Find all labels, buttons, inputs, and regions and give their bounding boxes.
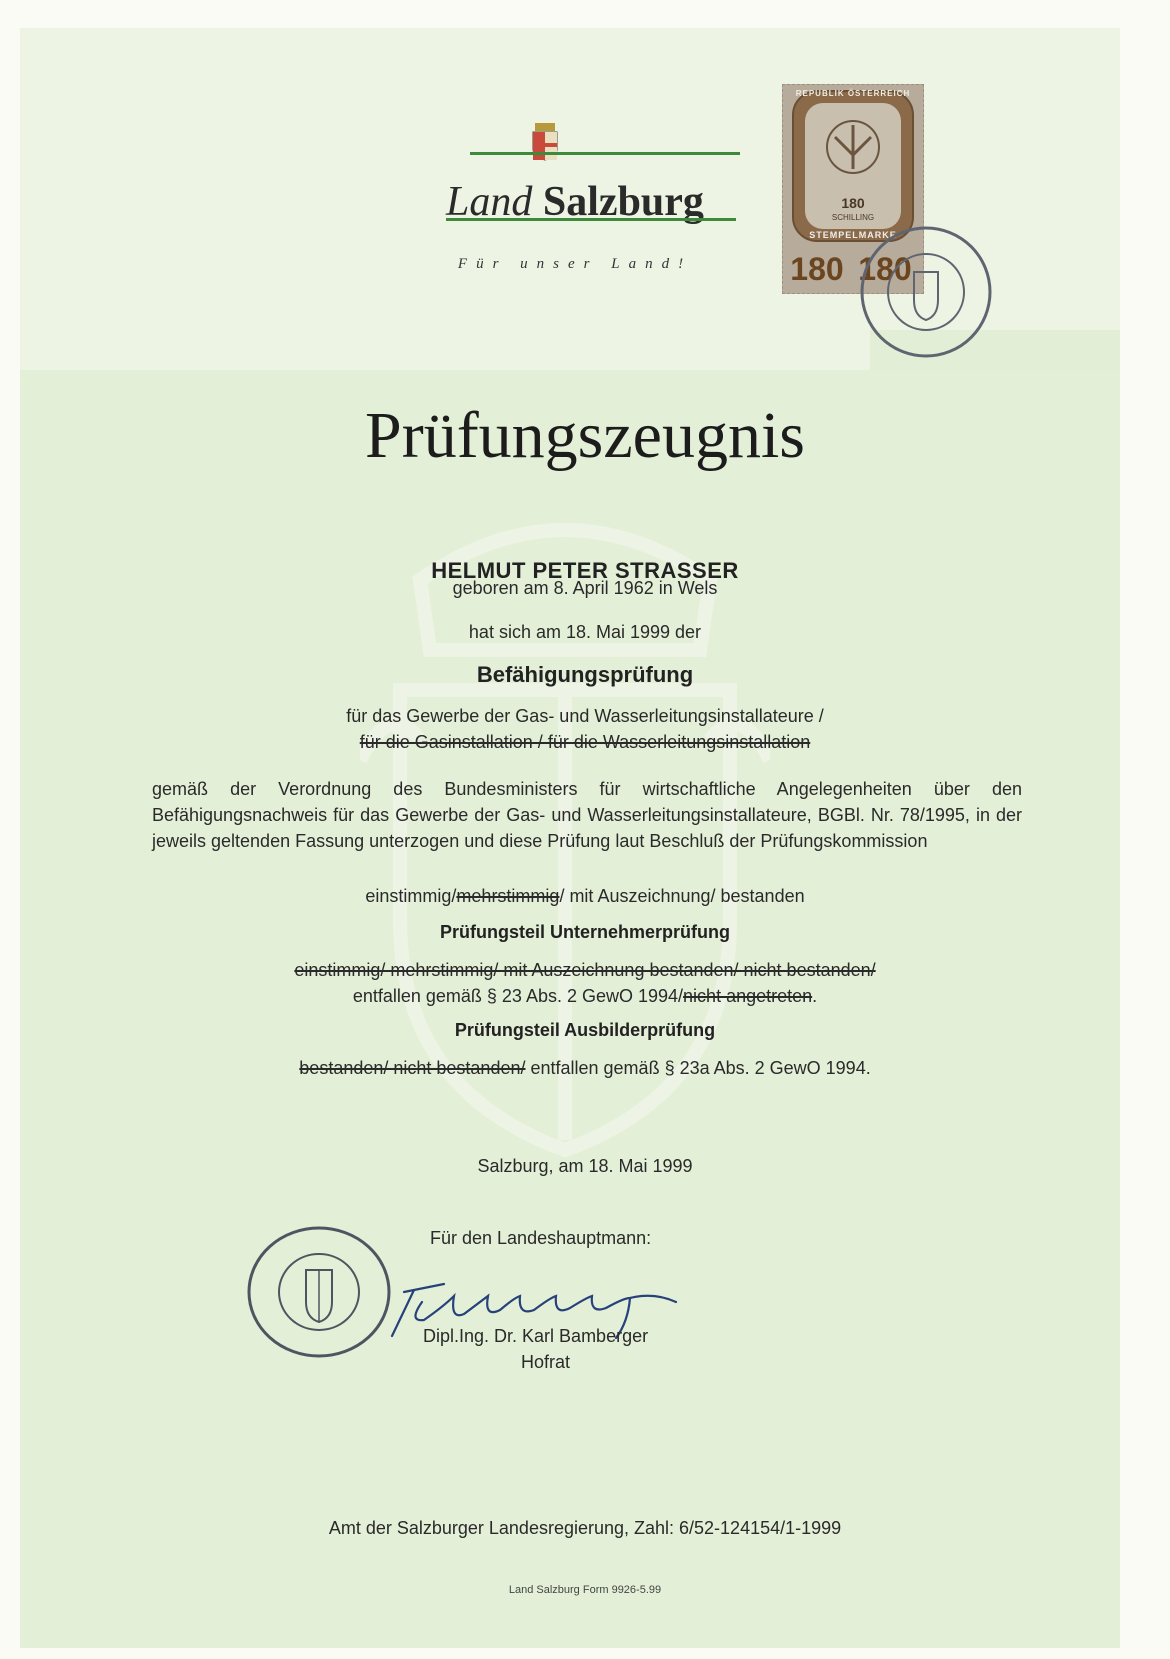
part1-title: Prüfungsteil Unternehmerprüfung: [439, 922, 730, 942]
signatory-title: Hofrat: [521, 1352, 571, 1372]
trade-line: für das Gewerbe der Gas- und Wasserleitungsinstallateure /: [346, 706, 824, 726]
result-majority-struck: mehrstimmig: [456, 886, 560, 906]
signatory-name: Dipl.Ing. Dr. Karl Bamberger: [423, 1326, 649, 1346]
footer-reference: Amt der Salzburger Landesregierung, Zahl: 6/52-124154/1-1999: [328, 1518, 842, 1538]
trade-line-struck: für die Gasinstallation / für die Wasserleitungsinstallation: [359, 732, 811, 752]
part2-line: [0, 1058, 1170, 1079]
place-date: Salzburg, am 18. Mai 1999: [477, 1156, 693, 1176]
part2-title: Prüfungsteil Ausbilderprüfung: [454, 1020, 716, 1040]
result-passed: / mit Auszeichnung/ bestanden: [559, 886, 805, 906]
part1-options-struck: einstimmig/ mehrstimmig/ mit Auszeichnung bestanden/ nicht bestanden/: [294, 960, 876, 980]
official-seal-bottom: [244, 1222, 394, 1362]
stamp-currency: SCHILLING: [831, 213, 875, 222]
part1-exempt: entfallen gemäß § 23 Abs. 2 GewO 1994/: [352, 986, 684, 1006]
exam-name: Befähigungsprüfung: [476, 662, 694, 687]
holder-name: HELMUT PETER STRASSER: [431, 558, 739, 583]
stamp-value-left: 180: [790, 251, 844, 287]
exam-date-line: hat sich am 18. Mai 1999 der: [468, 622, 702, 642]
logo-title-land: Land: [446, 179, 533, 225]
regulation-paragraph: gemäß der Verordnung des Bundesministers für wirtschaftliche Angelegenheiten über den Befähigungsnachweis für das Gewerbe der Gas- und Wasserleitungsinstallateure, BGBl. Nr. 78/1995, in der jeweils geltenden Fassung unterzogen und diese Prüfung laut Beschluß der Prüfungskommission: [152, 779, 1022, 851]
part1-not-attended-struck: nicht angetreten: [683, 986, 813, 1006]
official-seal-top: [858, 224, 994, 360]
on-behalf-line: Für den Landeshauptmann:: [430, 1228, 652, 1248]
logo-rule-bottom: [446, 218, 736, 221]
part2-options-struck: bestanden/ nicht bestanden/: [299, 1058, 526, 1078]
stamp-denomination: 180: [841, 195, 865, 211]
birth-line: geboren am 8. April 1962 in Wels: [452, 578, 718, 598]
salzburg-coat-of-arms-icon: [532, 123, 558, 161]
stamp-type: STEMPELMARKE: [809, 230, 897, 240]
part1-end: .: [812, 986, 818, 1006]
result-line: [0, 886, 1170, 907]
stamp-value-right: 180: [858, 251, 912, 287]
result-unanimous: einstimmig/: [365, 886, 457, 906]
part1-line: [0, 986, 1170, 1007]
logo-title-salzburg: Salzburg: [542, 179, 704, 225]
document-title: Prüfungszeugnis: [365, 399, 805, 472]
stamp-country: REPUBLIK ÖSTERREICH: [795, 89, 911, 98]
logo-slogan: Für unser Land!: [457, 256, 693, 272]
logo-rule-top: [470, 152, 740, 155]
form-number: Land Salzburg Form 9926-5.99: [508, 1584, 662, 1596]
part2-exempt: entfallen gemäß § 23a Abs. 2 GewO 1994.: [525, 1058, 871, 1078]
